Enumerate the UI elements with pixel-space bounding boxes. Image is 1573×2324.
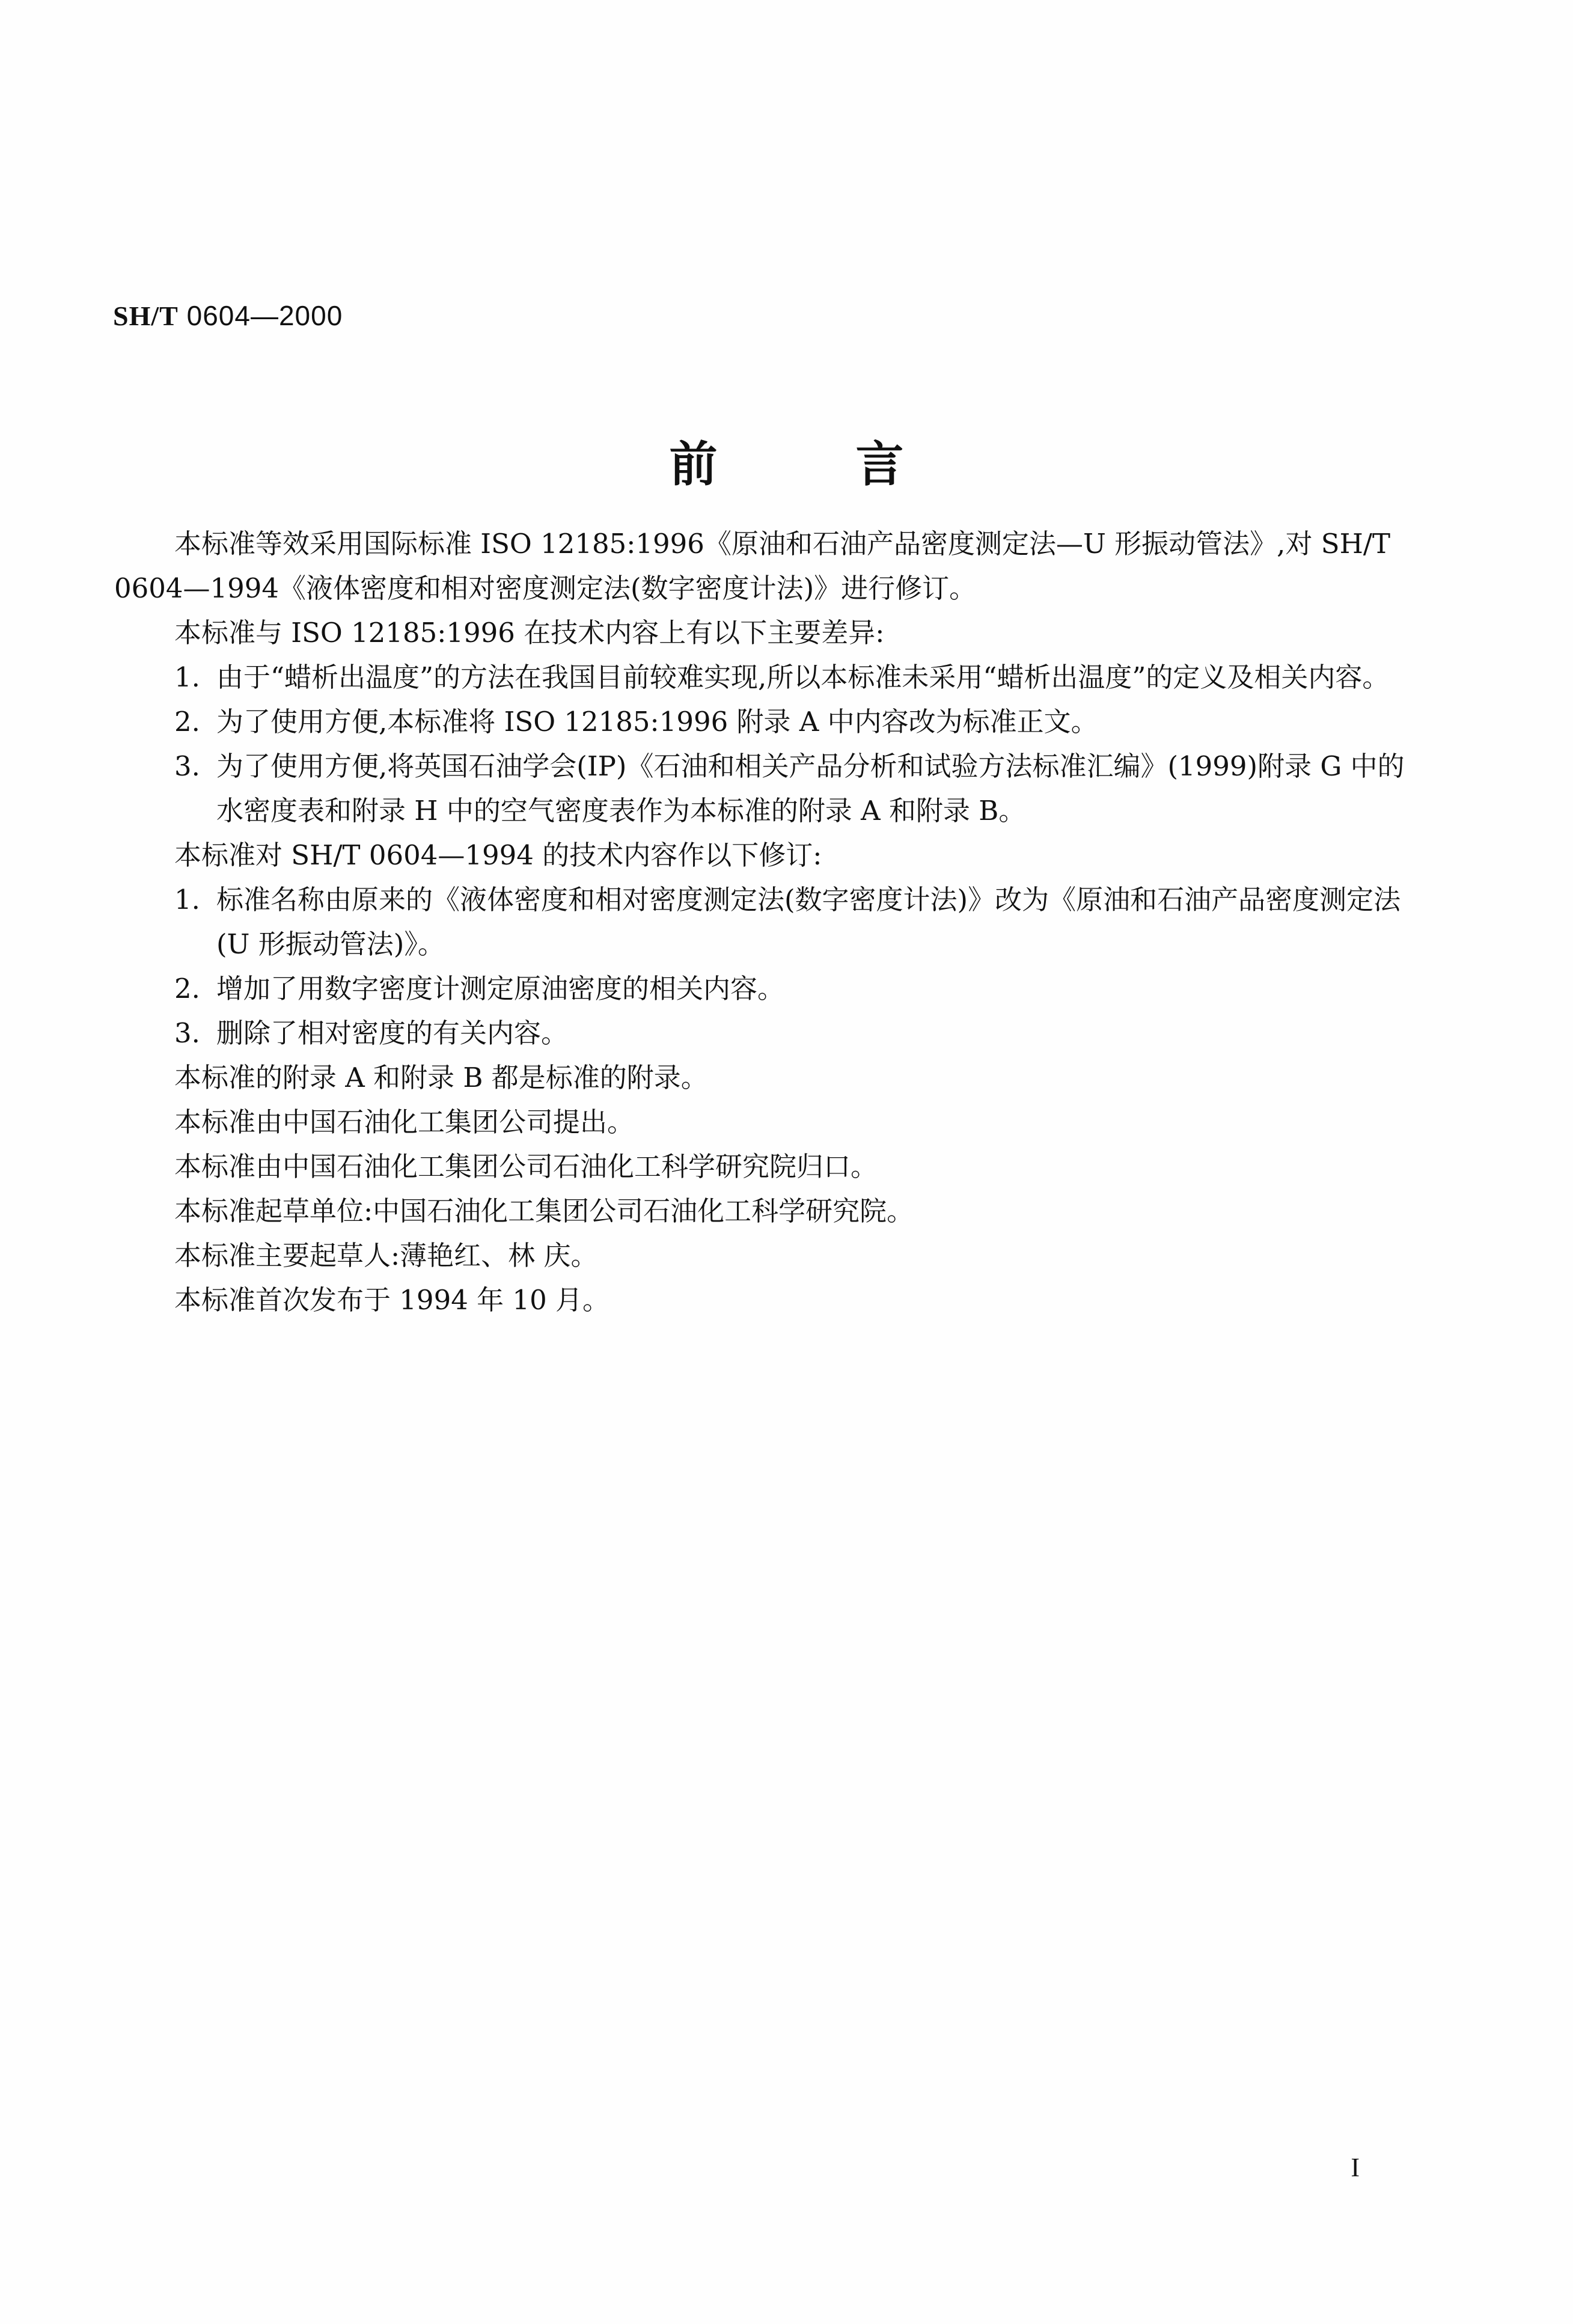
- list-item: [114, 1011, 1407, 1056]
- list-item-number: 1.: [174, 884, 200, 916]
- list-item-number: 2.: [174, 973, 200, 1005]
- list-item: [114, 655, 1407, 700]
- list-item-number: 3.: [174, 1017, 200, 1049]
- list-item-number: 2.: [174, 706, 200, 738]
- paragraph: 本标准主要起草人:薄艳红、林 庆。: [174, 1240, 598, 1271]
- list-item-number: 1.: [174, 661, 200, 693]
- list-item-text: 为了使用方便,将英国石油学会(IP)《石油和相关产品分析和试验方法标准汇编》(1999)附录 G 中的水密度表和附录 H 中的空气密度表作为本标准的附录 A 和附录 B。: [216, 750, 1405, 827]
- foreword-body: [114, 522, 1407, 1323]
- paragraph: 本标准对 SH/T 0604—1994 的技术内容作以下修订:: [174, 839, 822, 871]
- paragraph: 本标准与 ISO 12185:1996 在技术内容上有以下主要差异:: [174, 617, 885, 649]
- list-item-number: 3.: [174, 750, 200, 782]
- paragraph: 本标准起草单位:中国石油化工集团公司石油化工科学研究院。: [174, 1195, 914, 1227]
- list-item: [114, 700, 1407, 744]
- paragraph: 本标准由中国石油化工集团公司石油化工科学研究院归口。: [174, 1151, 878, 1182]
- list-item-text: 为了使用方便,本标准将 ISO 12185:1996 附录 A 中内容改为标准正文。: [216, 706, 1098, 738]
- paragraph: 本标准等效采用国际标准 ISO 12185:1996《原油和石油产品密度测定法—U 形振动管法》,对 SH/T 0604—1994《液体密度和相对密度测定法(数字密度计法)》进行修订。: [114, 528, 1391, 604]
- list-item: [114, 967, 1407, 1011]
- standard-org-code: SH/T: [113, 301, 179, 331]
- list-item-text: 删除了相对密度的有关内容。: [216, 1017, 569, 1049]
- list-item: [114, 744, 1407, 833]
- page-number: I: [1351, 2153, 1360, 2182]
- paragraph: 本标准的附录 A 和附录 B 都是标准的附录。: [174, 1062, 708, 1093]
- standard-code: 0604—2000: [186, 300, 343, 331]
- list-item-text: 由于“蜡析出温度”的方法在我国目前较难实现,所以本标准未采用“蜡析出温度”的定义及相关内容。: [216, 661, 1390, 693]
- standard-number-header: [113, 299, 343, 332]
- list-item-text: 标准名称由原来的《液体密度和相对密度测定法(数字密度计法)》改为《原油和石油产品密度测定法(U 形振动管法)》。: [216, 884, 1401, 960]
- list-item-text: 增加了用数字密度计测定原油密度的相关内容。: [216, 973, 785, 1005]
- paragraph: 本标准由中国石油化工集团公司提出。: [174, 1106, 635, 1138]
- page-title: 前言: [669, 436, 1042, 492]
- list-item: [114, 878, 1407, 967]
- paragraph: 本标准首次发布于 1994 年 10 月。: [174, 1284, 609, 1316]
